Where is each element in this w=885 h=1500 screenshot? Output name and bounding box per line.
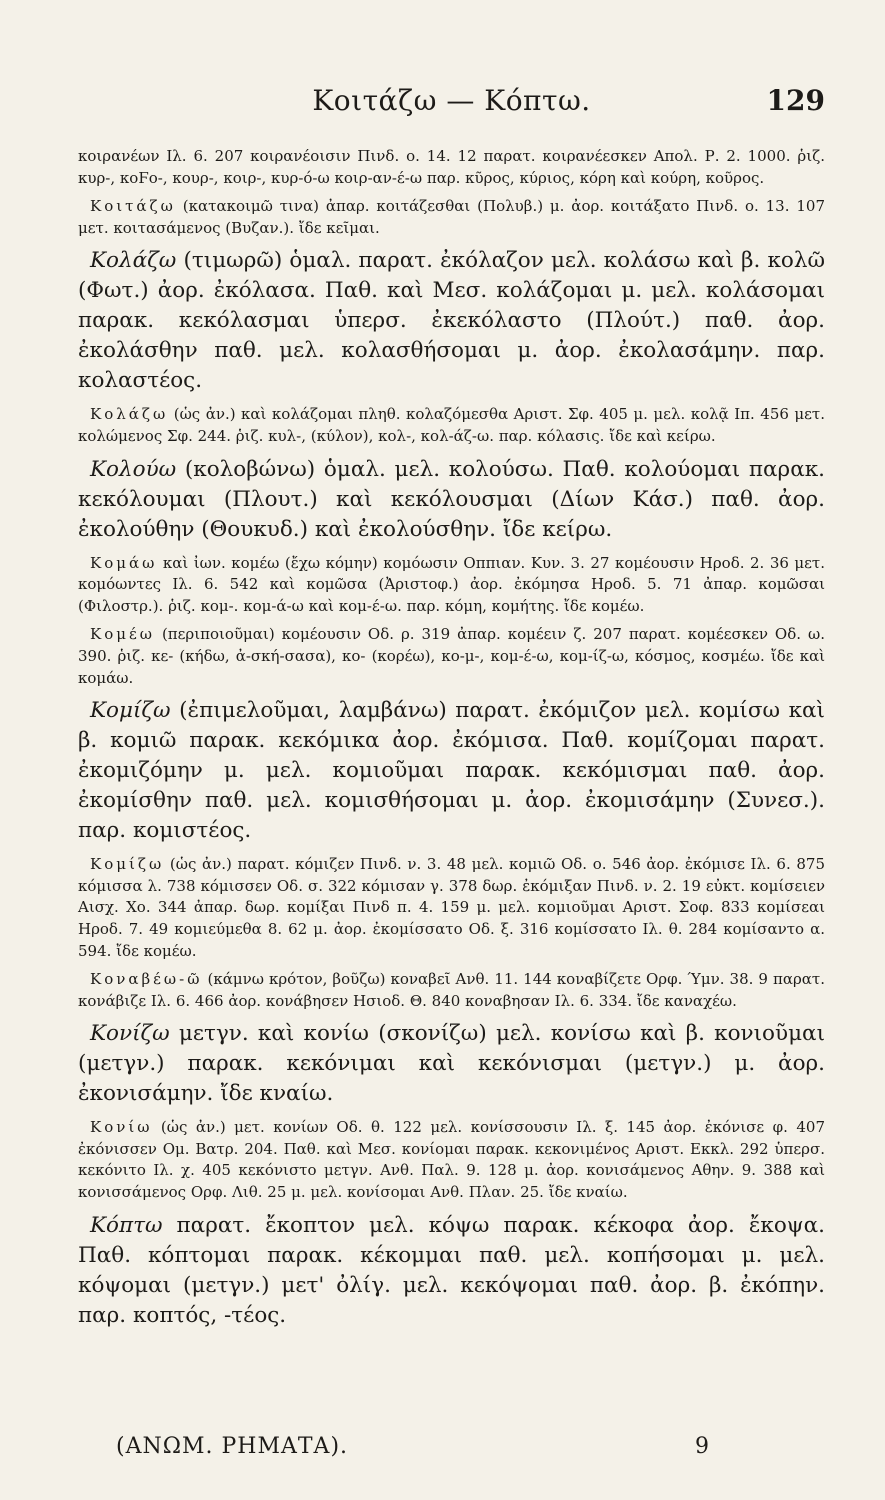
entry-komizo <box>78 696 825 846</box>
dictionary-entries <box>78 146 825 1339</box>
entry-headword: Κομίζω <box>90 855 165 874</box>
entry-headword: Κολάζω <box>90 248 177 274</box>
entry-konio-detail <box>78 1117 825 1203</box>
entry-konabeo-detail <box>78 969 825 1012</box>
entry-continuation <box>78 146 825 189</box>
entry-text: (ἐπιμελοῦμαι, λαμβάνω) παρατ. ἐκόμιζον μελ. κομίσω καὶ β. κομιῶ παρακ. κεκόμικα ἀορ. ἐκόμισα. Παθ. κομίζομαι παρατ. ἐκομιζόμην μ. μελ. κομιοῦμαι παρακ. κεκόμισμαι παθ. ἀορ. ἐκομίσθην παθ. μελ. κομισθήσομαι μ. ἀορ. ἐκομισάμην (Συνεσ.). παρ. κομιστέος. <box>78 698 825 844</box>
entry-headword: Κονίζω <box>90 1021 170 1047</box>
entry-kolazo <box>78 246 825 396</box>
page-footer <box>116 1434 709 1474</box>
entry-text: (κάμνω κρότον, βοῦζω) κοναβεῖ Ανθ. 11. 144 κοναβίζετε Ορφ. Ύμν. 38. 9 παρατ. κονάβιζε Ιλ. 6. 466 ἀορ. κονάβησεν Ησιοδ. Θ. 840 κοναβησαν Ιλ. 6. 334. ἴδε καναχέω. <box>78 970 825 1010</box>
signature-number: 9 <box>695 1434 709 1459</box>
entry-text: καὶ ἰων. κομέω (ἔχω κόμην) κομόωσιν Οππιαν. Κυν. 3. 27 κομέουσιν Ηροδ. 2. 36 μετ. κομόωντες Ιλ. 6. 542 καὶ κομῶσα (Ἀριστοφ.) ἀορ. ἐκόμησα Ηροδ. 5. 71 ἀπαρ. κομῶσαι (Φιλοστρ.). ῥιζ. κομ-. κομ-ά-ω καὶ κομ-έ-ω. παρ. κόμη, κομήτης. ἴδε κομέω. <box>78 553 825 615</box>
entry-text: (κατακοιμῶ τινα) ἀπαρ. κοιτάζεσθαι (Πολυβ.) μ. ἀορ. κοιτάξατο Πινδ. ο. 13. 107 μετ. κοιτασάμενος (Βυζαν.). ἴδε κεῖμαι. <box>78 197 825 237</box>
entry-headword: Κομάω <box>90 553 158 572</box>
entry-kolazo-detail <box>78 404 825 447</box>
entry-headword: Κόπτω <box>90 1212 163 1238</box>
entry-headword: Κονίω <box>90 1118 153 1137</box>
entry-text: παρατ. ἔκοπτον μελ. κόψω παρακ. κέκοφα ἀορ. ἔκοψα. Παθ. κόπτομαι παρακ. κέκομμαι παθ. μελ. κοπήσομαι μ. μελ. κόψομαι (μετγν.) μετ' ὀλίγ. μελ. κεκόψομαι παθ. ἀορ. β. ἐκόπην. παρ. κοπτός, -τέος. <box>78 1212 825 1328</box>
entry-headword: Κομίζω <box>90 698 171 724</box>
entry-komeo-detail <box>78 624 825 689</box>
entry-text: (ὡς ἀν.) μετ. κονίων Οδ. θ. 122 μελ. κονίσσουσιν Ιλ. ξ. 145 ἀορ. ἐκόνισε φ. 407 ἐκόνισσεν Ομ. Βατρ. 204. Παθ. καὶ Μεσ. κονίομαι παρακ. κεκονιμένος Αριστ. Εκκλ. 292 ὑπερσ. κεκόνιτο Ιλ. χ. 405 κεκόνιστο μετγν. Ανθ. Παλ. 9. 128 μ. ἀορ. κονισάμενος Αθην. 9. 388 καὶ κονισσάμενος Ορφ. Λιθ. 25 μ. μελ. κονίσομαι Ανθ. Πλαν. 25. ἴδε κναίω. <box>78 1118 825 1202</box>
signature-mark: (ΑΝΩΜ. ΡΗΜΑΤΑ). <box>116 1434 349 1459</box>
page-header <box>78 84 825 128</box>
entry-text: κοιρανέων Ιλ. 6. 207 κοιρανέοισιν Πινδ. ο. 14. 12 παρατ. κοιρανέεσκεν Απολ. Ρ. 2. 1000. ῥιζ. κυρ-, κοϜο-, κουρ-, κοιρ-, κυρ-ό-ω κοιρ-αν-έ-ω παρ. κῦρος, κύριος, κόρη καὶ κούρη, κοῦρος. <box>78 147 825 187</box>
entry-text: (τιμωρῶ) ὁμαλ. παρατ. ἐκόλαζον μελ. κολάσω καὶ β. κολῶ (Φωτ.) ἀορ. ἐκόλασα. Παθ. καὶ Μεσ. κολάζομαι μ. μελ. κολάσομαι παρακ. κεκόλασμαι ὑπερσ. ἐκεκόλαστο (Πλούτ.) παθ. ἀορ. ἐκολάσθην παθ. μελ. κολασθήσομαι μ. ἀορ. ἐκολασάμην. παρ. κολαστέος. <box>78 248 825 394</box>
entry-konizo <box>78 1019 825 1109</box>
entry-headword: Κολάζω <box>90 405 169 424</box>
entry-text: (κολοβώνω) ὁμαλ. μελ. κολούσω. Παθ. κολούομαι παρακ. κεκόλουμαι (Πλουτ.) καὶ κεκόλουσμαι (Δίων Κάσ.) παθ. ἀορ. ἐκολούθην (Θουκυδ.) καὶ ἐκολούσθην. ἴδε κείρω. <box>78 456 825 542</box>
entry-headword: Κομέω <box>90 625 155 644</box>
entry-headword: Κοιτάζω <box>90 197 176 216</box>
entry-koitazo-detail <box>78 196 825 239</box>
entry-kolouo <box>78 455 825 545</box>
entry-headword: Κοναβέω-ῶ <box>90 970 203 989</box>
entry-text: (περιποιοῦμαι) κομέουσιν Οδ. ρ. 319 ἀπαρ. κομέειν ζ. 207 παρατ. κομέεσκεν Οδ. ω. 390. ῥιζ. κε- (κήδω, ἀ-σκή-σασα), κο- (κορέω), κο-μ-, κομ-έ-ω, κομ-ίζ-ω, κόσμος, κοσμέω. ἴδε καὶ κομάω. <box>78 625 825 687</box>
entry-headword: Κολούω <box>90 456 177 482</box>
entry-kopto <box>78 1211 825 1331</box>
entry-text: (ὡς ἀν.) καὶ κολάζομαι πληθ. κολαζόμεσθα Αριστ. Σφ. 405 μ. μελ. κολᾷ Ιπ. 456 μετ. κολώμενος Σφ. 244. ῥιζ. κυλ-, (κύλον), κολ-, κολ-άζ-ω. παρ. κόλασις. ἴδε καὶ κείρω. <box>78 405 825 445</box>
entry-komao-detail <box>78 553 825 618</box>
entry-text: (ὡς ἀν.) παρατ. κόμιζεν Πινδ. ν. 3. 48 μελ. κομιῶ Οδ. ο. 546 ἀορ. ἐκόμισε Ιλ. 6. 875 κόμισσα λ. 738 κόμισσεν Οδ. σ. 322 κόμισαν γ. 378 δωρ. ἐκόμιξαν Πινδ. ν. 2. 19 εὐκτ. κομίσειεν Αισχ. Χο. 344 ἀπαρ. δωρ. κομίξαι Πινδ π. 4. 159 μ. μελ. κομιοῦμαι Αριστ. Σοφ. 833 κομίσεαι Ηροδ. 7. 49 κομιεύμεθα 8. 62 μ. ἀορ. ἐκομίσσατο Οδ. ξ. 316 κομίσσατο Ιλ. θ. 284 κομίσαντο α. 594. ἴδε κομέω. <box>78 855 825 960</box>
running-title: Κοιτάζω — Κόπτω. <box>312 84 591 117</box>
entry-komizo-detail <box>78 854 825 962</box>
page-number: 129 <box>766 84 825 117</box>
entry-text: μετγν. καὶ κονίω (σκονίζω) μελ. κονίσω καὶ β. κονιοῦμαι (μετγν.) παρακ. κεκόνιμαι καὶ κεκόνισμαι (μετγν.) μ. ἀορ. ἐκονισάμην. ἴδε κναίω. <box>78 1021 825 1107</box>
